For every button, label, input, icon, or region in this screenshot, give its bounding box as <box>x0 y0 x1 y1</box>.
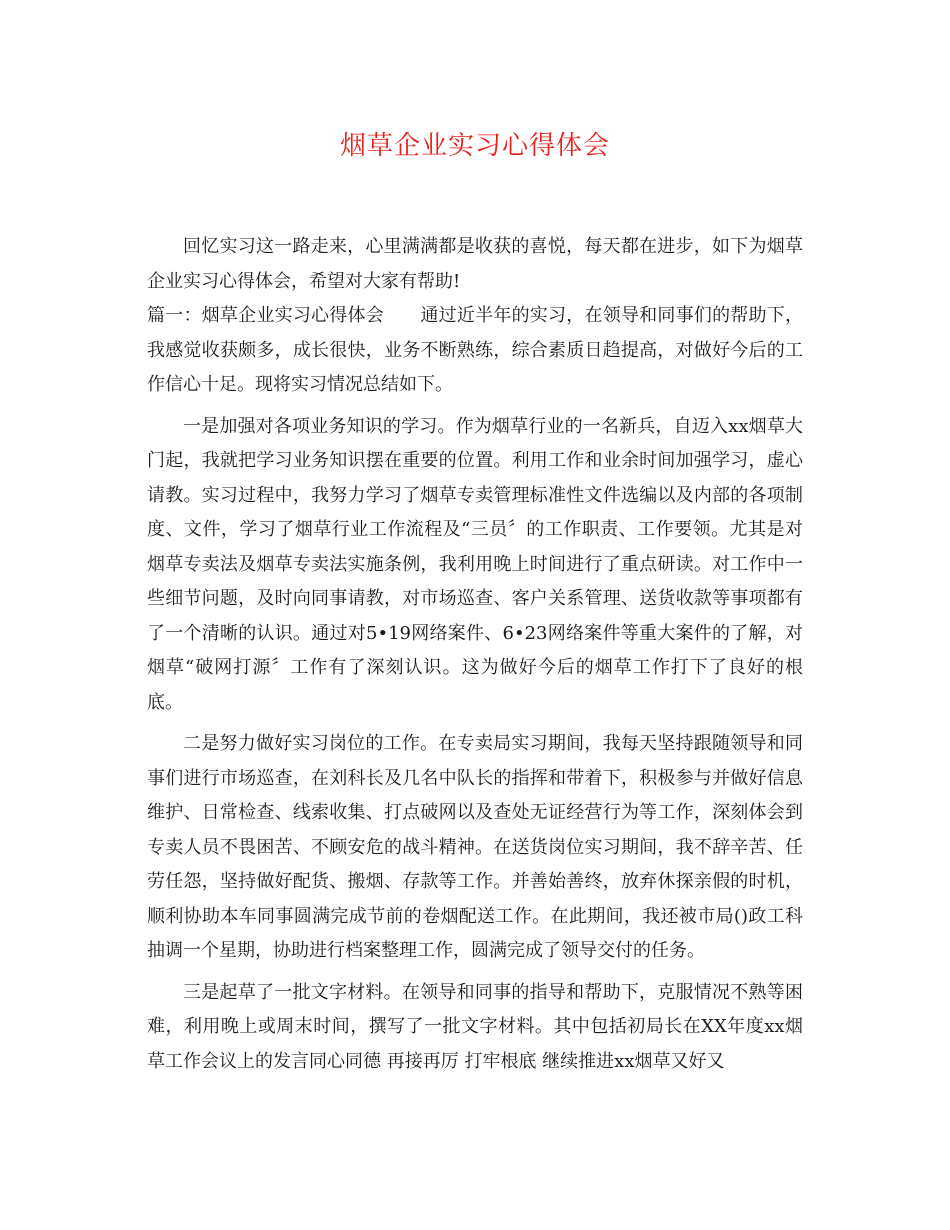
paragraph-point-three: 三是起草了一批文字材料。在领导和同事的指导和帮助下，克服情况不熟等困难，利用晚上或周末时间，撰写了一批文字材料。其中包括初局长在XX年度xx烟草工作会议上的发言同心同德 再接再厉 打牢根底 继续推进xx烟草又好又 <box>147 981 803 1072</box>
document-body <box>147 230 803 1079</box>
document-title: 烟草企业实习心得体会 <box>339 131 610 161</box>
paragraph-point-one: 一是加强对各项业务知识的学习。作为烟草行业的一名新兵，自迈入xx烟草大门起，我就把学习业务知识摆在重要的位置。利用工作和业余时间加强学习，虚心请教。实习过程中，我努力学习了烟草专卖管理标准性文件选编以及内部的各项制度、文件，学习了烟草行业工作流程及“三员〞的工作职责、工作要领。尤其是对烟草专卖法及烟草专卖法实施条例，我利用晚上时间进行了重点研读。对工作中一些细节问题，及时向同事请教，对市场巡查、客户关系管理、送货收款等事项都有了一个清晰的认识。通过对5•19网络案件、6•23网络案件等重大案件的了解，对烟草“破网打源〞工作有了深刻认识。这为做好今后的烟草工作打下了良好的根底。 <box>147 415 803 713</box>
paragraph-chapter-one: 篇一：烟草企业实习心得体会 通过近半年的实习，在领导和同事们的帮助下，我感觉收获颇多，成长很快，业务不断熟练，综合素质日趋提高，对做好今后的工作信心十足。现将实习情况总结如下。 <box>147 305 803 395</box>
paragraph-intro: 回忆实习这一路走来，心里满满都是收获的喜悦，每天都在进步，如下为烟草企业实习心得体会，希望对大家有帮助! <box>147 236 803 292</box>
paragraph-point-two: 二是努力做好实习岗位的工作。在专卖局实习期间，我每天坚持跟随领导和同事们进行市场巡查，在刘科长及几名中队长的指挥和带着下，积极参与并做好信息维护、日常检查、线索收集、打点破网以及查处无证经营行为等工作，深刻体会到专卖人员不畏困苦、不顾安危的战斗精神。在送货岗位实习期间，我不辞辛苦、任劳任怨，坚持做好配货、搬烟、存款等工作。并善始善终，放弃休探亲假的时机，顺利协助本车同事圆满完成节前的卷烟配送工作。在此期间，我还被市局()政工科抽调一个星期，协助进行档案整理工作，圆满完成了领导交付的任务。 <box>147 733 803 961</box>
